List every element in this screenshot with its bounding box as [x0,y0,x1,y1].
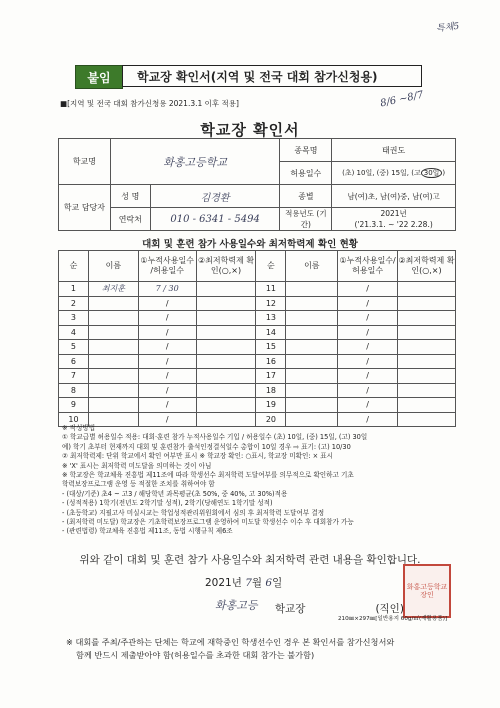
school-label: 학교명 [59,139,111,185]
member-no: 5 [59,340,89,355]
member-check-right [398,383,456,398]
member-days-right: / [338,369,398,384]
member-days: / [138,325,196,340]
member-check [196,383,256,398]
note-line: ※ 'X' 표시는 최저학력 미도달을 의미하는 것이 아님 [62,461,212,470]
member-days-right: / [338,354,398,369]
note-line: - (관련법령) 학교체육 진흥법 제11조, 동법 시행규칙 제6조 [62,527,233,536]
appendix-label: 붙임 [75,65,123,89]
member-name-right [286,354,338,369]
member-check-right [398,369,456,384]
col-check: ②최저학력제 확인(○,×) [196,251,256,282]
member-days: / [138,354,196,369]
event-label: 종목명 [280,139,332,162]
bottom-note-line: ※ 대회를 주최/주관하는 단체는 학교에 재학중인 학생선수인 경우 본 확인서를 참가신청서와 [66,637,395,647]
member-row [59,383,456,398]
bottom-note [66,636,466,662]
member-days-right: / [338,340,398,355]
member-name-right [286,311,338,326]
member-no: 1 [59,282,89,297]
period-label: 적용년도 (기간) [280,208,332,231]
allowed-days-value: (초) 10일, (중) 15일, (고 30일 ) [332,162,456,185]
member-check-right [398,354,456,369]
member-days: / [138,340,196,355]
event-value: 태권도 [332,139,456,162]
member-check [196,354,256,369]
member-no-right: 17 [256,369,286,384]
member-check [196,398,256,413]
note-line: 예) 학기 초부터 현재까지 대회 및 훈련참가 출석인정결석일수 총합이 10일 경우 ⇨ 표기: (고) 10/30 [62,442,351,451]
member-name [88,325,138,340]
member-days: / [138,369,196,384]
member-row [59,354,456,369]
member-name [88,311,138,326]
member-days-right: / [338,325,398,340]
col-name-right: 이름 [286,251,338,282]
member-no-right: 12 [256,296,286,311]
writing-instructions [62,424,462,537]
member-no: 7 [59,369,89,384]
member-days-right: / [338,311,398,326]
member-no-right: 11 [256,282,286,297]
member-row [59,325,456,340]
col-no: 순 [59,251,89,282]
member-row [59,398,456,413]
member-name [88,398,138,413]
member-days-right: / [338,383,398,398]
member-no-right: 20 [256,412,286,427]
member-no-right: 15 [256,340,286,355]
member-check-right [398,282,456,297]
member-check [196,369,256,384]
member-row [59,311,456,326]
col-days-right: ①누적사용일수/ 허용일수 [338,251,398,282]
member-row [59,340,456,355]
member-name: 최지훈 [88,282,138,297]
member-days: / [138,412,196,427]
member-days: / [138,311,196,326]
note-line: - (성적적용) 1학기(전년도 2학기말 성적), 2학기(당해연도 1학기말 성적) [62,499,273,508]
member-name [88,296,138,311]
note-line: ② 최저학력제: 단위 학교에서 확인 여부만 표시 ※ 학교장 확인: ○표시, 학교장 미확인: × 표시 [62,452,334,461]
member-check [196,340,256,355]
corner-handwritten-mark: 특체5 [435,21,460,35]
principal-label: 학교장 (직인) [275,603,404,615]
member-check-right [398,325,456,340]
member-check-right [398,311,456,326]
member-no-right: 19 [256,398,286,413]
member-check [196,325,256,340]
teacher-label: 학교 담당자 [59,185,111,231]
member-no: 9 [59,398,89,413]
member-no: 8 [59,383,89,398]
member-name [88,354,138,369]
member-name-right [286,398,338,413]
col-no-right: 순 [256,251,286,282]
member-check-right [398,340,456,355]
note-line: 학력보장프로그램 운영 등 적절한 조치를 취하여야 함 [62,480,215,489]
member-days-right: / [338,398,398,413]
received-date-mark: 8/6 ~8/7 [379,89,425,110]
member-row [59,369,456,384]
paper-size-note: 210㎜×297㎜[일반용지 60g/㎡(재활용품)] [338,616,448,622]
member-no: 2 [59,296,89,311]
member-no: 6 [59,354,89,369]
signature-date: 2021년 7월 6일 [205,577,283,589]
school-info-table [58,138,456,231]
confirmation-text: 위와 같이 대회 및 훈련 참가 사용일수와 최저학력 관련 내용을 확인합니다. [79,554,421,566]
allowed-days-label: 허용일수 [280,162,332,185]
bottom-note-line: 함께 반드시 제출받아야 함(허용일수를 초과한 대회 참가는 불가함) [76,650,315,660]
note-line: - (초등학교) 지필고사 미실시교는 학업성적관리위원회에서 심의 후 최저학력 도달여부 결정 [62,508,325,517]
col-check-right: ②최저학력제 확인(○,×) [398,251,456,282]
member-no-right: 16 [256,354,286,369]
member-check [196,282,256,297]
member-days: / [138,383,196,398]
member-days-right: / [338,282,398,297]
member-days: / [138,398,196,413]
name-label: 성 명 [110,185,150,208]
member-name [88,340,138,355]
member-check [196,296,256,311]
member-no: 10 [59,412,89,427]
member-check-right [398,398,456,413]
member-name-right [286,325,338,340]
division-value: 남(여)초, 남(여)중, 남(여)고 [332,185,456,208]
document-title: 학교장 확인서(지역 및 전국 대회 참가신청용) [122,65,422,87]
members-table [58,250,456,427]
school-value: 화홍고등학교 [110,139,280,185]
member-name-right [286,383,338,398]
members-section-title: 대회 및 훈련 참가 사용일수와 최저학력제 확인 현황 [142,239,358,250]
division-label: 종별 [280,185,332,208]
member-row [59,282,456,297]
official-seal: 화홍고등학교장인 [403,564,451,618]
note-line: ※ 작성방법 [62,424,96,432]
member-name-right [286,296,338,311]
member-name [88,383,138,398]
period-value: 2021년 ('21.3.1. ~ '22 2.28.) [332,208,456,231]
member-days-right: / [338,412,398,427]
contact-label: 연락처 [110,208,150,231]
note-line: ※ 학교장은 학교체육 진흥법 제11조에 따라 학생선수 최저학력 도달여부를 의무적으로 확인하고 기초 [62,471,354,480]
member-name-right [286,369,338,384]
note-line: - (최저학력 미도달) 학교장은 기초학력보장프로그램 운영하여 미도달 학생선수 이수 후 대회참가 가능 [62,518,354,527]
member-days-right: / [338,296,398,311]
note-line: ① 학교급별 허용일수 적용: 대회·훈련 참가 누적사용일수 기입 / 허용일수 (초) 10일, (중) 15일, (고) 30일 [62,433,368,442]
col-name: 이름 [88,251,138,282]
form-title: 학교장 확인서 [200,121,300,139]
principal-signature: 화홍고등 [215,599,258,612]
member-no-right: 13 [256,311,286,326]
member-no: 3 [59,311,89,326]
member-name-right [286,340,338,355]
member-no: 4 [59,325,89,340]
scope-note: ■[지역 및 전국 대회 참가신청용 2021.3.1 이후 적용] [60,99,239,108]
member-no-right: 18 [256,383,286,398]
member-no-right: 14 [256,325,286,340]
name-value: 김경환 [150,185,280,208]
member-days: / [138,296,196,311]
member-name [88,369,138,384]
contact-value: 010 - 6341 - 5494 [150,208,280,231]
col-days: ①누적사용일수 /허용일수 [138,251,196,282]
member-days: 7 / 30 [138,282,196,297]
member-row [59,296,456,311]
member-check-right [398,296,456,311]
member-check [196,311,256,326]
note-line: - (대상/기준) 초4 ~ 고3 / 해당학년 과목평균(초 50%, 중 40%, 고 30%)적용 [62,489,288,498]
member-name-right [286,282,338,297]
